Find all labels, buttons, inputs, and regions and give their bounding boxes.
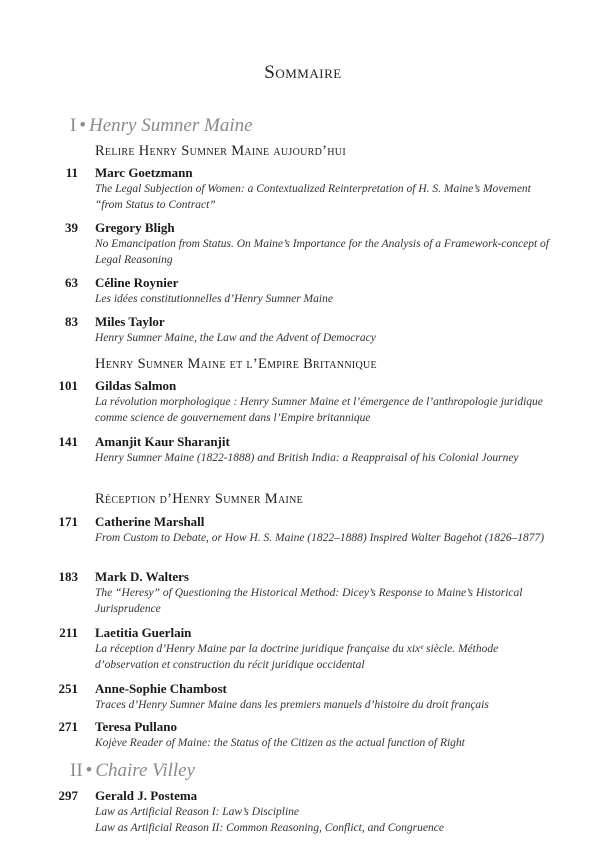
page-number: 251 — [58, 681, 78, 696]
page-number: 271 — [58, 719, 78, 734]
part-number: I — [70, 115, 77, 136]
author-name: Mark D. Walters — [95, 569, 189, 584]
page-number: 297 — [58, 788, 78, 803]
author-name: Teresa Pullano — [95, 719, 177, 734]
part-title: Chaire Villey — [95, 760, 196, 781]
bullet-icon: • — [79, 115, 86, 136]
page-number: 211 — [59, 625, 78, 640]
page-number: 101 — [58, 378, 78, 393]
work-title: Kojève Reader of Maine: the Status of the Citizen as the actual function of Right — [95, 737, 465, 749]
section-heading-1: Relire Henry Sumner Maine aujourd’hui — [95, 143, 346, 159]
work-title: La réception d’Henry Maine par la doctrine juridique française du xixᵉ siècle. Méthode d’observation et construction du récit juridique occidental — [95, 643, 499, 671]
part-heading-2 — [70, 760, 195, 782]
part-number: II — [70, 760, 83, 781]
work-title: The “Heresy” of Questioning the Historical Method: Dicey’s Response to Maine’s Historical Jurisprudence — [95, 587, 523, 615]
author-name: Amanjit Kaur Sharanjit — [95, 434, 230, 449]
work-title-line: Law as Artificial Reason II: Common Reasoning, Conflict, and Congruence — [95, 822, 444, 834]
page-number: 63 — [65, 275, 78, 290]
author-name: Anne-Sophie Chambost — [95, 681, 227, 696]
author-name: Catherine Marshall — [95, 514, 205, 529]
author-name: Miles Taylor — [95, 314, 165, 329]
section-heading-3: Réception d’Henry Sumner Maine — [95, 491, 304, 507]
page-number: 83 — [65, 314, 78, 329]
work-title: Henry Sumner Maine (1822-1888) and British India: a Reappraisal of his Colonial Journey — [95, 452, 519, 464]
page-number: 183 — [58, 569, 78, 584]
work-title-line: Law as Artificial Reason I: Law’s Discipline — [95, 806, 300, 818]
author-name: Laetitia Guerlain — [95, 625, 192, 640]
page-number: 171 — [58, 514, 78, 529]
page-number: 11 — [65, 165, 78, 180]
work-title: Les idées constitutionnelles d’Henry Sumner Maine — [95, 293, 333, 305]
page-title: Sommaire — [264, 62, 342, 83]
work-title: La révolution morphologique : Henry Sumner Maine et l’émergence de l’anthropologie juridique comme science de gouvernement dans l’Empire britannique — [95, 396, 543, 424]
part-title: Henry Sumner Maine — [88, 115, 253, 136]
author-name: Gerald J. Postema — [95, 788, 198, 803]
work-title: The Legal Subjection of Women: a Contextualized Reinterpretation of H. S. Maine’s Movement “from Status to Contract” — [95, 183, 531, 211]
bullet-icon: • — [85, 760, 93, 781]
work-title: Traces d’Henry Sumner Maine dans les premiers manuels d’histoire du droit français — [95, 699, 489, 711]
author-name: Marc Goetzmann — [95, 165, 193, 180]
work-title: No Emancipation from Status. On Maine’s Importance for the Analysis of a Framework-concept of Legal Reasoning — [95, 238, 549, 266]
author-name: Gregory Bligh — [95, 220, 175, 235]
page-number: 39 — [65, 220, 78, 235]
section-heading-2: Henry Sumner Maine et l’Empire Britannique — [95, 356, 377, 372]
work-title — [95, 804, 550, 836]
work-title: Henry Sumner Maine, the Law and the Advent of Democracy — [95, 332, 376, 344]
part-heading-1 — [70, 115, 253, 137]
author-name: Gildas Salmon — [95, 378, 177, 393]
work-title: From Custom to Debate, or How H. S. Maine (1822–1888) Inspired Walter Bagehot (1826–1877) — [95, 532, 545, 544]
page-number: 141 — [58, 434, 78, 449]
author-name: Céline Roynier — [95, 275, 179, 290]
